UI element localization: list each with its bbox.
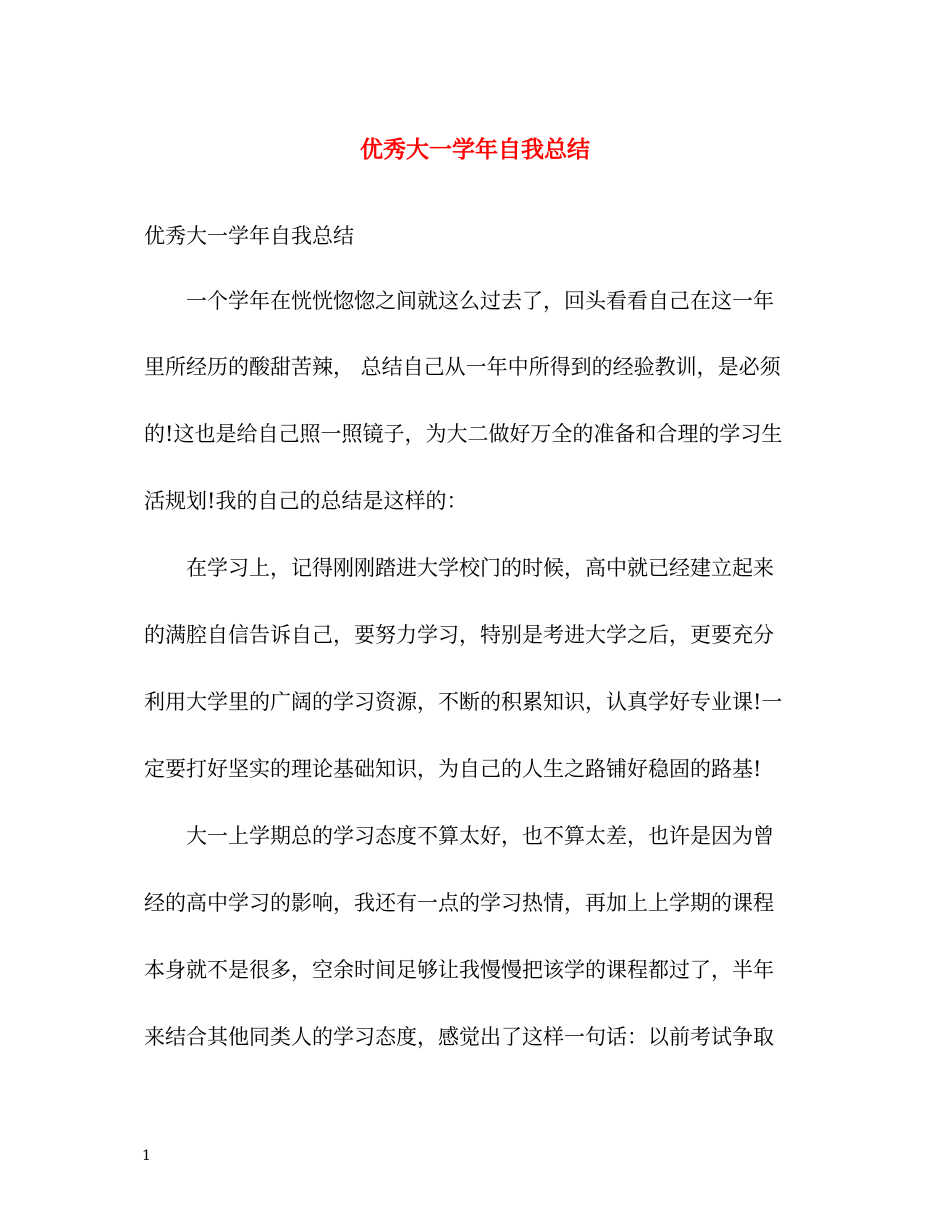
paragraph-line: 本身就不是很多，空余时间足够让我慢慢把该学的课程都过了，半年	[144, 958, 774, 982]
paragraph-line: 利用大学里的广阔的学习资源，不断的积累知识，认真学好专业课!一	[144, 690, 783, 714]
paragraph-line: 来结合其他同类人的学习态度，感觉出了这样一句话：以前考试争取	[144, 1025, 774, 1049]
paragraph-line: 在学习上，记得刚刚踏进大学校门的时候，高中就已经建立起来	[186, 556, 774, 580]
paragraph-line: 定要打好坚实的理论基础知识，为自己的人生之路铺好稳固的路基!	[144, 757, 762, 781]
paragraph-line: 的!这也是给自己照一照镜子，为大二做好万全的准备和合理的学习生	[144, 422, 783, 446]
page-number: 1	[142, 1148, 151, 1164]
paragraph-line: 的满腔自信告诉自己，要努力学习，特别是考进大学之后，更要充分	[144, 623, 774, 647]
paragraph-line: 活规划!我的自己的总结是这样的：	[144, 489, 468, 513]
paragraph-line: 经的高中学习的影响，我还有一点的学习热情，再加上上学期的课程	[144, 891, 774, 915]
paragraph-line: 里所经历的酸甜苦辣， 总结自己从一年中所得到的经验教训，是必须	[144, 355, 781, 379]
paragraph-line: 一个学年在恍恍惚惚之间就这么过去了，回头看看自己在这一年	[186, 289, 774, 313]
document-subtitle: 优秀大一学年自我总结	[144, 224, 354, 248]
paragraph-line: 大一上学期总的学习态度不算太好，也不算太差，也许是因为曾	[186, 824, 774, 848]
document-title: 优秀大一学年自我总结	[360, 136, 590, 163]
